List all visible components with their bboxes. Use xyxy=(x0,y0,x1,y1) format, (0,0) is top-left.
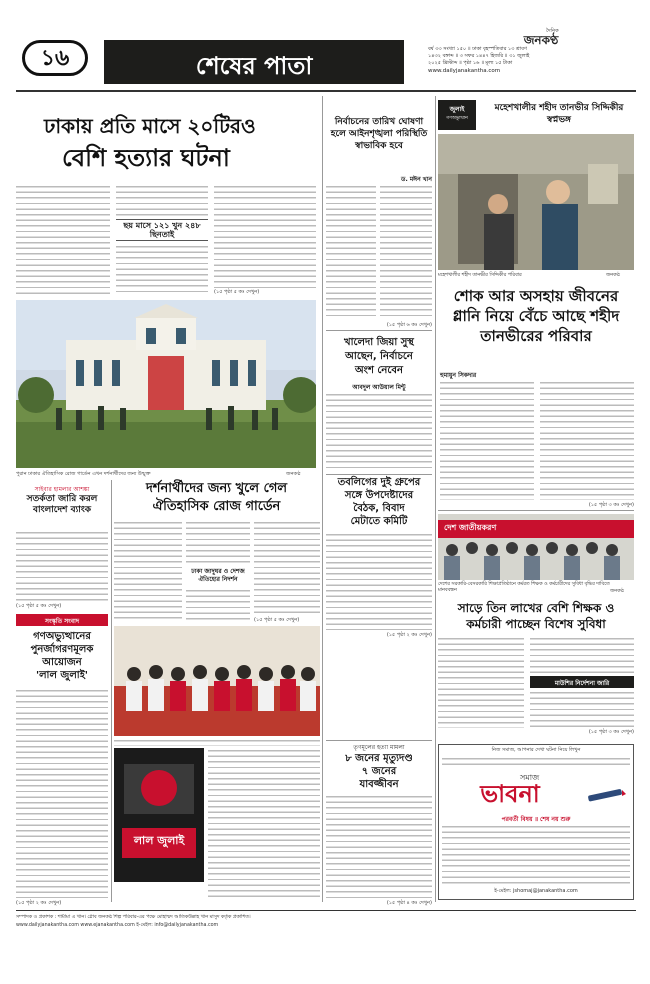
culture-headline-1: গণঅভ্যুত্থানের xyxy=(33,631,91,642)
masthead-small: দৈনিক xyxy=(546,28,559,34)
culture-headline-3: আয়োজন xyxy=(42,657,82,668)
khaleda-byline: আবদুল আউয়াল মিন্টু xyxy=(352,384,406,391)
july-headline: মহেশখালীর শহীদ তানভীর সিদ্দিকীর স্বপ্নভঙ্গ xyxy=(494,103,624,125)
lead-story xyxy=(16,98,316,298)
culture-body xyxy=(16,688,108,898)
khaleda-headline-3: অংশ নেবেন xyxy=(355,365,403,376)
tablig-headline-3: বৈঠক, বিবাদ xyxy=(353,503,405,514)
ad-banner-credit: জনকণ্ঠ xyxy=(610,589,624,594)
photo1-credit: জনকণ্ঠ xyxy=(286,471,301,477)
family-photo-illustration xyxy=(438,134,634,270)
case-headline-2: ৭ জনের xyxy=(361,766,397,777)
khaleda-headline-2: আছেন, নির্বাচনে xyxy=(345,351,413,362)
election-body-col2 xyxy=(380,184,432,320)
row-rule-4 xyxy=(438,510,634,511)
culture-headline-2: পুনর্জাগরণমূলক xyxy=(30,644,94,655)
teachers-body-col2b xyxy=(530,690,634,728)
masthead-logo: জনকণ্ঠ xyxy=(523,33,559,47)
lal-july-photo xyxy=(114,626,320,736)
shahid-byline: হুমায়ুন সিকদার xyxy=(440,372,477,379)
website-url[interactable]: www.dailyjanakantha.com xyxy=(428,68,501,74)
lead-continued: (১৫ পৃষ্ঠা ৫ কঃ দেখুন) xyxy=(214,289,260,295)
tablig-continued: (১৫ পৃষ্ঠা ২ কঃ দেখুন) xyxy=(386,632,432,638)
khaleda-headline-1: খালেদা জিয়া সুস্থ xyxy=(344,337,414,348)
poster-illustration xyxy=(114,748,204,882)
bank-story xyxy=(16,482,108,612)
masthead-date-2: ১৪৩২ বঙ্গাব্দ ॥ ৩ সফর ১৪৪৭ হিজরি ॥ ৩১ জুলাই xyxy=(428,53,530,59)
lead-body-col1 xyxy=(16,184,110,296)
case-continued: (১৫ পৃষ্ঠা ৪ কঃ দেখুন) xyxy=(386,900,432,906)
shahid-continued: (১৫ পৃষ্ঠা ৩ কঃ দেখুন) xyxy=(588,502,634,508)
garden-headline-2: ঐতিহাসিক রোজ গার্ডেন xyxy=(152,499,281,514)
masthead-date-1: বর্ষ ৩৩ সংখ্যা ১৫০ ॥ ঢাকা বৃহস্পতিবার ১৩ শ্রাবণ xyxy=(428,46,527,52)
khaleda-body xyxy=(326,392,432,472)
tablig-body xyxy=(326,532,432,630)
row-rule-2 xyxy=(326,474,432,475)
samaj-email[interactable]: ই-মেইল: jshomaj@janakantha.com xyxy=(494,888,578,894)
pen-icon xyxy=(586,780,626,810)
bank-kicker: সাইবার হামলার আশঙ্কা xyxy=(34,486,90,493)
footer-rule xyxy=(16,910,636,911)
teachers-headline-1: সাড়ে তিন লাখের বেশি শিক্ষক ও xyxy=(457,601,615,615)
teachers-side-box: মাউশির নির্দেশনা জারি xyxy=(554,680,610,687)
photo1-caption: পুরান ঢাকার ঐতিহাসিক রোজ গার্ডেন এখন দর্শনার্থীদের জন্য উন্মুক্ত xyxy=(16,471,151,477)
tablig-headline-4: মেটাতে কমিটি xyxy=(350,516,408,527)
col-rule-2 xyxy=(435,96,436,902)
july-tag-line2: গণঅভ্যুত্থান xyxy=(446,116,468,121)
election-byline: ড. মঈন খান xyxy=(401,176,432,183)
footer-line-1: সম্পাদক ও প্রকাশক : শামীমা এ খান। গ্লোব জনকণ্ঠ শিল্প পরিবার-এর পক্ষে মোহাম্মদ আতিকউল্লাহ খান মাসুদ কর্তৃক প্রকাশিত। xyxy=(16,915,251,920)
bank-headline: সতর্কতা জারি করল বাংলাদেশ ব্যাংক xyxy=(26,494,98,515)
lead-subhead: ছয় মাসে ১২১ খুন ২৪৮ ছিনতাই xyxy=(123,221,201,239)
samaj-title: ভাবনা xyxy=(480,780,540,808)
election-headline: নির্বাচনের তারিখ ঘোষণা হলে আইনশৃঙ্খলা পরিস্থিতি স্বাভাবিক হবে xyxy=(330,117,428,151)
bank-body xyxy=(16,530,108,602)
ad-banner-title: দেশ জাতীয়করণ xyxy=(444,523,497,532)
lead-headline-2: বেশি হত্যার ঘটনা xyxy=(62,144,230,172)
case-headline-1: ৮ জনের মৃত্যুদণ্ড xyxy=(345,753,413,764)
teachers-headline-2: কর্মচারী পাচ্ছেন বিশেষ সুবিধা xyxy=(466,617,606,631)
shahid-headline: শোক আর অসহায় জীবনের গ্লানি নিয়ে বেঁচে আছে শহীদ তানভীরের পরিবার xyxy=(452,287,620,345)
case-headline-3: যাবজ্জীবন xyxy=(359,779,399,790)
lead-body-col2b xyxy=(116,244,208,296)
samaj-intro xyxy=(442,756,630,768)
teachers-body-col2 xyxy=(530,636,634,674)
tanvir-family-photo xyxy=(438,134,634,270)
case-kicker: তৃণমূলের হত্যা মামলা xyxy=(353,744,405,751)
col-rule-3 xyxy=(111,480,112,902)
shahid-body-col1 xyxy=(440,380,534,500)
bank-continued: (১৫ পৃষ্ঠা ৫ কঃ দেখুন) xyxy=(16,603,62,609)
page-header xyxy=(16,30,636,88)
samaj-body xyxy=(442,824,630,886)
garden-body-col3 xyxy=(254,520,320,616)
garden-body-col1 xyxy=(114,520,182,622)
samaj-label: সমাজ xyxy=(520,773,540,782)
tanvir-photo-credit: জনকণ্ঠ xyxy=(606,273,620,278)
teachers-continued: (১৫ পৃষ্ঠা ৩ কঃ দেখুন) xyxy=(588,729,634,735)
teachers-body-col1 xyxy=(438,636,524,728)
lead-body-col2 xyxy=(116,184,208,216)
footer-line-2[interactable]: www.dailyjanakantha.com www.ejanakantha.com ই-মেইল: info@dailyjanakantha.com xyxy=(16,923,219,928)
rose-garden-illustration xyxy=(16,300,316,468)
election-story xyxy=(326,98,432,328)
garden-headline-1: দর্শনার্থীদের জন্য খুলে গেল xyxy=(145,481,288,496)
poster-side-body xyxy=(208,748,320,900)
samaj-pen-icon xyxy=(586,780,626,810)
july-tag-line1: জুলাই xyxy=(449,106,465,113)
masthead-date-3: ২০২৫ খ্রিস্টাব্দ ॥ পৃষ্ঠা ১৬ ॥ মূল্য ১৫ টাকা xyxy=(428,60,513,66)
row-rule-1 xyxy=(326,330,432,331)
row-rule-3 xyxy=(326,740,432,741)
culture-banner: সংস্কৃতি সংবাদ xyxy=(45,618,79,625)
election-continued: (১৫ পৃষ্ঠা ৬ কঃ দেখুন) xyxy=(386,322,432,328)
tablig-headline-1: তবলিগের দুই গ্রুপের xyxy=(337,477,421,488)
garden-body-col2 xyxy=(186,520,250,566)
header-rule xyxy=(16,90,636,92)
culture-headline-4: 'লাল জুলাই' xyxy=(36,670,88,681)
lead-headline-1: ঢাকায় প্রতি মাসে ২০টিরও xyxy=(44,114,256,138)
rose-garden-photo xyxy=(16,300,316,468)
page-number: ১৬ xyxy=(40,46,70,71)
garden-subhead: ঢাকা জাদুঘর ও দেশজ ঐতিহ্যের নিদর্শন xyxy=(191,568,245,583)
poster-title: লাল জুলাই xyxy=(133,834,185,847)
lead-body-col3 xyxy=(214,184,316,288)
lal-july-photo-caption xyxy=(114,738,320,746)
culture-continued: (১৫ পৃষ্ঠা ২ কঃ দেখুন) xyxy=(16,900,62,906)
lal-july-illustration xyxy=(114,626,320,736)
tanvir-photo-caption: মহেশখালীর শহীদ তানভীর সিদ্দিকীর পরিবার xyxy=(438,273,522,278)
section-title: শেষের পাতা xyxy=(195,52,313,80)
samaj-top-line: নিজ সমাজ, আপনার দেখা ঘটনা নিয়ে লিখুন xyxy=(491,747,581,753)
garden-continued: (১৫ পৃষ্ঠা ৫ কঃ দেখুন) xyxy=(254,617,300,623)
election-body-col1 xyxy=(326,184,376,320)
garden-body-col2b xyxy=(186,588,250,622)
col-rule-1 xyxy=(322,96,323,902)
case-body xyxy=(326,794,432,898)
ad-banner-caption: দেশের সরকারি-বেসরকারি শিক্ষাপ্রতিষ্ঠানে কর্মরত শিক্ষক ও কর্মচারীদের সুবিধা বৃদ্ধির দাবিতে মানববন্ধন xyxy=(438,582,610,593)
tablig-headline-2: সঙ্গে উপদেষ্টাদের xyxy=(344,490,414,501)
shahid-body-col2 xyxy=(540,380,634,500)
lal-july-poster xyxy=(114,748,204,882)
samaj-subtitle: পরবর্তী বিষয় ॥ শেষ নয় শুরু xyxy=(501,816,571,823)
